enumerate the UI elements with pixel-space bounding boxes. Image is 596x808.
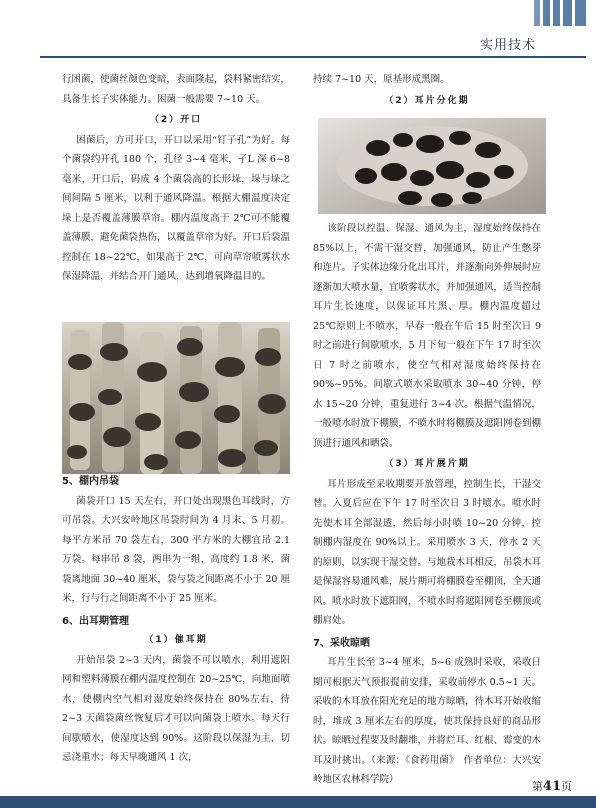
- header-rule: [40, 56, 586, 58]
- bag-cultivation-photo: [62, 322, 290, 474]
- right-column-top: [313, 70, 541, 111]
- header-decoration-bars: [534, 0, 586, 26]
- section-label: 实用技术: [479, 38, 536, 53]
- paragraph: 该阶段以控温、保湿、通风为主，湿度始终保持在 85%以上，不需干湿交替，加强通风，防止产生憋芽和连片。子实体边缘分化出耳片，并逐渐向外伸展时应逐渐加大喷水量，宜喷雾状水，并加强通风，适当控制耳片生长速度，以保证耳片黑、厚。棚内温度超过 25℃原则上不喷水，早春一般在午后 15 时至次日 9 时之前进行间歇喷水，5 月下旬一般在下午 17 时至次日 7 时之前喷水，使空气相对湿度始终保持在 90%~95%。间歇式喷水采取喷水 30~40 分钟，停水 15~20 分钟，重复进行 3~4 次。根据气温情况，一般喷水时放下棚膜，不喷水时将棚膜及遮阳网卷到棚顶进行通风和晒袋。: [313, 223, 542, 449]
- paragraph: 困菌后，方可开口，开口以采用“钉子孔”为好。每个菌袋约开孔 180 个，孔径 3~4 毫米，孑L 深 6~8 毫米，开口后，码成 4 个菌袋高的长形垛，垛与垛之间间隔 5 厘米，以利于通风降温。根据大棚温度决定垛上是否覆盖薄膜草帘。棚内温度高于 2℃可不能覆盖薄膜，避免菌袋热伤，以覆盖草帘为好。开口后袋温控制在 18~22℃，如果高于 2℃，可向草帘喷雾状水保湿降温，并结合开门通风，达到增氧降温目的。: [62, 134, 291, 282]
- section-heading-6: 6、出耳期管理: [62, 615, 129, 627]
- footer-bar: [0, 796, 596, 808]
- subheading-forcing: （1）催耳期: [144, 635, 208, 645]
- paragraph: 持续 7~10 天，原基形成黑圈。: [313, 74, 450, 85]
- left-column-top: [62, 70, 290, 287]
- paragraph: 耳片生长至 3~4 厘米，5~6 成熟时采收，采收日期可根据天气预报提前安排，采收前停水 0.5~1 天。采收的木耳放在阳光充足的地方晾晒，待木耳开始收缩时，堆成 3 厘米左右的厚度，使其保持良好的商品形状。晾晒过程要及时翻堆，并将烂耳、红根、霉变的木耳及时挑出。（来源：《食药用菌》 作者单位：大兴安岭地区农林科学院）: [313, 657, 542, 785]
- page-number: 第41页: [531, 779, 572, 794]
- subheading-expansion: （3）耳片展片期: [384, 459, 470, 469]
- section-heading-5: 5、棚内吊袋: [62, 476, 119, 487]
- subheading-differentiation: （2）耳片分化期: [384, 95, 470, 106]
- left-column-bottom: [62, 472, 290, 768]
- right-column-bottom: [313, 219, 541, 790]
- subheading-opening: （2）开口: [149, 115, 203, 125]
- section-heading-7: 7、采收晾晒: [313, 637, 370, 649]
- fruiting-body-photo: [318, 118, 546, 214]
- paragraph: 行困菌，使菌丝颜色变暗，表面隆起，袋料紧密结实，具备生长子实体能力。困菌一般需要 7~10 天。: [62, 74, 291, 105]
- paragraph: 耳片形成至采收期要开放管理，控制生长，干湿交替。入夏后应在下午 17 时至次日 3 时喷水。喷水时先使木耳全部湿透，然后每小时喷 10~20 分钟，控制棚内湿度在 90%以上。采用喷水 3 天，停水 2 天的原则，以实现干湿交替。与地栽木耳相反，吊袋木耳是保湿容易通风难，展片期可将棚膜卷至棚顶，全天通风。喷水时放下遮阳网，不喷水时将遮阳网卷至棚顶或棚肩处。: [313, 478, 542, 626]
- paragraph: 开始吊袋 2~3 天内，菌袋不可以喷水，利用遮阳网和塑料薄膜在棚内温度控制在 20~25℃，向地面喷水，使棚内空气相对湿度始终保持在 80%左右，待 2~3 天菌袋菌丝恢复后才可以向菌袋上喷水。每天行间歇喷水，使湿度达到 90%。这阶段以保湿为主，切忌浇重水；每天早晚通风 1 次，: [62, 654, 290, 763]
- paragraph: 菌袋开口 15 天左右，开口处出现黑色耳线时，方可吊袋。大兴安岭地区吊袋时间为 4 月末、5 月初。每平方米吊 70 袋左右，300 平方米的大棚宜吊 2.1 万袋。每串吊 8 袋，两串为一组，高度约 1.8 米，菌袋离地面 30~40 厘米，袋与袋之间距离不小于 20 厘米，行与行之间距离不小于 25 厘米。: [62, 495, 290, 604]
